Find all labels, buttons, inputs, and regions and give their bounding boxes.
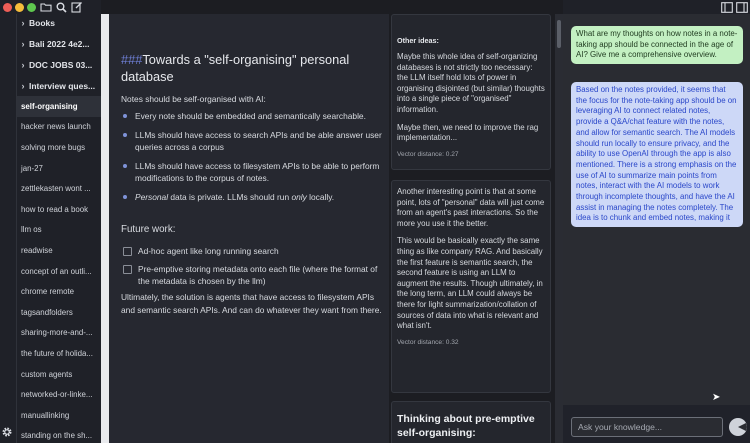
todo-item (123, 263, 381, 287)
sidebar-note[interactable] (17, 117, 101, 138)
emphasis: Personal (135, 191, 169, 202)
sidebar-note[interactable] (17, 343, 101, 364)
sidebar-note-self-organising[interactable] (17, 96, 101, 117)
related-note-card[interactable] (391, 180, 551, 393)
bullet-list (123, 110, 383, 210)
settings-icon[interactable] (0, 425, 14, 439)
sidebar-note[interactable] (17, 384, 101, 405)
note-label: standing on the sh... (21, 431, 93, 441)
note-label: llm os (21, 225, 42, 235)
conclusion-paragraph: Ultimately, the solution is agents that have access to filesystem APIs and semantic search APIs. And can do whatever they want from there. (121, 292, 382, 315)
sidebar-note[interactable] (17, 364, 101, 385)
sidebar-note[interactable] (17, 261, 101, 282)
minimize-dot[interactable] (15, 3, 24, 12)
folder-bali-2022[interactable] (17, 33, 101, 54)
bullet-item: LLMs should have access to search APIs and be able answer user queries across a corpus (123, 129, 383, 154)
related-notes-panel (389, 14, 555, 443)
folder-label: Books (29, 17, 55, 28)
note-label: manuallinking (21, 410, 70, 420)
sidebar-note[interactable] (17, 302, 101, 323)
scrollbar-thumb[interactable] (557, 20, 561, 48)
chat-toolbar (563, 0, 750, 14)
send-icon (729, 418, 747, 436)
intro-paragraph: Notes should be self-organised with AI: (121, 94, 266, 104)
folder-icon[interactable] (40, 0, 52, 14)
heading-text: Towards a "self-organising" personal database (121, 52, 350, 84)
bullet-item: LLMs should have access to filesystem APIs to be able to perform modifications to the corpus of notes. (123, 160, 383, 185)
sidebar-note[interactable] (17, 240, 101, 261)
close-dot[interactable] (3, 3, 12, 12)
new-note-icon[interactable] (71, 0, 83, 14)
note-label: sharing-more-and-... (21, 328, 93, 338)
card-paragraph: Maybe this whole idea of self-organizing databases is not strictly too necessary: the LLM itself hold lots of power in organising disjointed (but similar) thoughts into a single piece of "organised" information. (397, 52, 545, 114)
chevron-right-icon: › (21, 17, 25, 28)
sidebar-note[interactable] (17, 137, 101, 158)
note-label: self-organising (21, 101, 78, 111)
title-bar (0, 0, 101, 14)
bullet-text: data is private. LLMs should run (168, 191, 292, 202)
bullet-text: locally. (306, 191, 335, 202)
send-button[interactable] (729, 418, 747, 436)
chevron-right-icon: › (21, 38, 25, 49)
vector-distance: Vector distance: 0.32 (397, 338, 459, 346)
note-label: jan-27 (21, 163, 43, 173)
bullet-item-private (123, 191, 383, 203)
note-label: concept of an outli... (21, 266, 92, 276)
heading-marker: ### (121, 52, 143, 67)
sidebar-note[interactable] (17, 426, 101, 443)
user-message: What are my thoughts on how notes in a note-taking app should be connected in the age of AI? Give me a comprehensive overview. (571, 26, 743, 64)
assistant-message: Based on the notes provided, it seems that the focus for the note-taking app should be on leveraging AI to connect related notes, provide a Q&A/chat feature with the notes, and allow for semantic search. The AI models should run locally to ensure privacy, and the ability to use OpenAI through the app is also mentioned. There is a strong emphasis on the use of AI to summarize main points from notes, interact with the AI models to work through incomplete thoughts, and have the AI assist in managing the notes completely. The idea is to chunk and embed notes, making it (571, 82, 743, 227)
todo-text: Ad-hoc agent like long running search (138, 246, 279, 256)
chat-panel (563, 0, 750, 443)
card-paragraph: Maybe then, we need to improve the rag implementation... (397, 122, 539, 143)
search-icon[interactable] (56, 0, 67, 14)
related-panel-scrollbar[interactable] (555, 14, 563, 443)
sidebar (0, 0, 101, 443)
sidebar-note[interactable] (17, 199, 101, 220)
note-label: hacker news launch (21, 122, 91, 132)
chat-input[interactable] (571, 417, 723, 437)
chevron-right-icon: › (21, 59, 25, 70)
zoom-dot[interactable] (27, 3, 36, 12)
bullet-item: Every note should be embedded and semantically searchable. (123, 110, 383, 122)
card-paragraph: This would be basically exactly the same thing as like company RAG. And basically the first feature is semantic search, the second feature is using an LLM to augment the results. Though ultimately, in the long term, an LLM could always be there for light summarization/collation of sources of data into what is relevant and what isn't. (397, 236, 543, 331)
sidebar-note[interactable] (17, 405, 101, 426)
vector-distance: Vector distance: 0.27 (397, 150, 459, 158)
note-label: solving more bugs (21, 142, 86, 152)
sidebar-note[interactable] (17, 158, 101, 179)
note-label: chrome remote (21, 287, 75, 297)
folder-label: Bali 2022 4e2... (29, 38, 90, 49)
todo-checkbox[interactable] (123, 265, 132, 274)
file-tree (16, 0, 101, 443)
note-label: how to read a book (21, 204, 89, 214)
card-heading: Thinking about pre-emptive self-organising: (397, 413, 535, 439)
folder-interview-questions[interactable] (17, 75, 101, 96)
folder-books[interactable] (17, 12, 101, 33)
note-label: networked-or-linke... (21, 390, 93, 400)
note-label: readwise (21, 245, 53, 255)
todo-text: Pre-emptive storing metadata onto each file (where the format of the metadata is chosen by the llm) (138, 264, 378, 286)
sidebar-note[interactable] (17, 220, 101, 241)
folder-label: DOC JOBS 03... (29, 59, 93, 70)
todo-checkbox[interactable] (123, 247, 132, 256)
related-note-card[interactable] (391, 14, 551, 170)
sidebar-splitter[interactable] (101, 14, 109, 443)
sidebar-note[interactable] (17, 281, 101, 302)
columns-icon[interactable] (736, 0, 748, 14)
card-paragraph: Another interesting point is that at some point, lots of "personal" data will just come from an agent's past interactions. So the more you use it the better. (397, 187, 545, 228)
chevron-right-icon: › (21, 80, 25, 91)
card-heading: Other ideas: (397, 36, 439, 45)
note-label: custom agents (21, 369, 73, 379)
folder-label: Interview ques... (29, 80, 96, 91)
chat-input-bar (563, 405, 750, 443)
note-editor[interactable] (109, 14, 389, 443)
future-work-heading: Future work: (121, 224, 176, 235)
note-label: zettlekasten wont ... (21, 184, 91, 194)
mouse-cursor-icon: ➤ (712, 392, 721, 403)
related-note-card[interactable] (391, 401, 551, 443)
note-heading (121, 51, 376, 85)
sidebar-note[interactable] (17, 323, 101, 344)
sidebar-note[interactable] (17, 178, 101, 199)
note-label: tagsandfolders (21, 307, 73, 317)
sidebar-toggle-icon[interactable] (721, 0, 733, 14)
todo-item (123, 245, 381, 257)
emphasis: only (291, 191, 307, 202)
folder-doc-jobs[interactable] (17, 54, 101, 75)
note-label: the future of holida... (21, 348, 93, 358)
